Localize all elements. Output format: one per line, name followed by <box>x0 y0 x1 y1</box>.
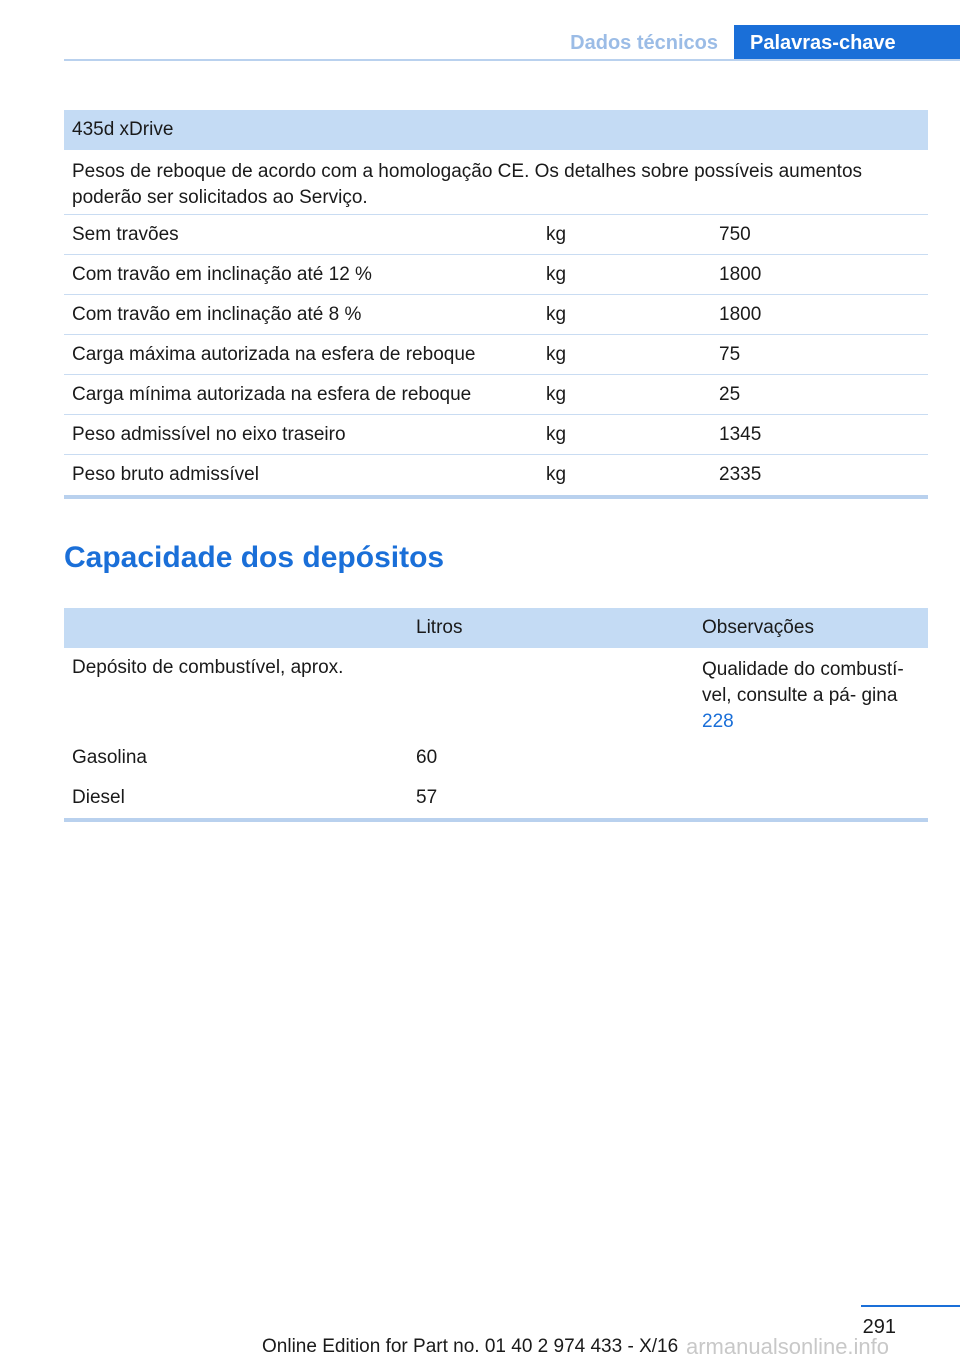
table-title: 435d xDrive <box>72 119 174 140</box>
table-row <box>64 778 928 818</box>
row-value: 75 <box>719 344 741 365</box>
table-note-row <box>64 150 928 215</box>
row-value: 1800 <box>719 264 762 285</box>
row-label: Peso admissível no eixo traseiro <box>72 424 346 445</box>
edition-text: Online Edition for Part no. 01 40 2 974 433 - X/16 <box>262 1336 679 1357</box>
footer-rule <box>861 1305 960 1307</box>
row-label: Com travão em inclinação até 12 % <box>72 264 372 285</box>
tab-palavras-chave[interactable]: Palavras-chave <box>734 25 960 61</box>
table-row <box>64 648 928 738</box>
table-row <box>64 335 928 375</box>
table-bottom-rule <box>64 495 928 499</box>
page-reference-link[interactable]: 228 <box>702 711 734 732</box>
row-unit: kg <box>546 304 567 325</box>
row-unit: kg <box>546 384 567 405</box>
table-row <box>64 295 928 335</box>
row-label: Diesel <box>72 787 125 808</box>
tab-dados-tecnicos[interactable]: Dados técnicos <box>570 32 718 54</box>
table-header <box>64 608 928 648</box>
row-label: Carga mínima autorizada na esfera de reboque <box>72 384 472 405</box>
table-row <box>64 415 928 455</box>
row-unit: kg <box>546 464 567 485</box>
row-label: Peso bruto admissível <box>72 464 259 485</box>
row-value: 750 <box>719 224 751 245</box>
row-unit: kg <box>546 224 567 245</box>
row-label: Depósito de combustível, aprox. <box>72 657 344 678</box>
table-header <box>64 110 928 150</box>
row-label: Com travão em inclinação até 8 % <box>72 304 362 325</box>
table-row <box>64 255 928 295</box>
row-liters: 60 <box>416 747 438 768</box>
row-value: 1800 <box>719 304 762 325</box>
table-row <box>64 738 928 778</box>
page-number: 291 <box>862 1316 896 1338</box>
row-value: 25 <box>719 384 741 405</box>
row-value: 1345 <box>719 424 762 445</box>
row-note <box>702 657 922 735</box>
row-label: Sem travões <box>72 224 179 245</box>
section-heading-capacity: Capacidade dos depósitos <box>64 541 445 574</box>
capacity-table <box>64 608 928 822</box>
row-label: Gasolina <box>72 747 147 768</box>
watermark: armanualsonline.info <box>686 1334 890 1359</box>
row-unit: kg <box>546 424 567 445</box>
row-unit: kg <box>546 264 567 285</box>
header-divider <box>64 59 960 61</box>
column-header-notes: Observações <box>702 617 814 638</box>
table-note: Pesos de reboque de acordo com a homologação CE. Os detalhes sobre possíveis aumentos poderão ser solicitados ao Serviço. <box>72 161 863 208</box>
row-value: 2335 <box>719 464 762 485</box>
note-text: Qualidade do combustí- vel, consulte a pá- gina <box>702 659 904 706</box>
table-row <box>64 215 928 255</box>
top-navigation <box>64 25 960 61</box>
towing-weights-table <box>64 110 928 499</box>
column-header-liters: Litros <box>416 617 463 638</box>
row-label: Carga máxima autorizada na esfera de reboque <box>72 344 476 365</box>
row-liters: 57 <box>416 787 438 808</box>
row-unit: kg <box>546 344 567 365</box>
table-row <box>64 375 928 415</box>
table-row <box>64 455 928 495</box>
table-bottom-rule <box>64 818 928 822</box>
